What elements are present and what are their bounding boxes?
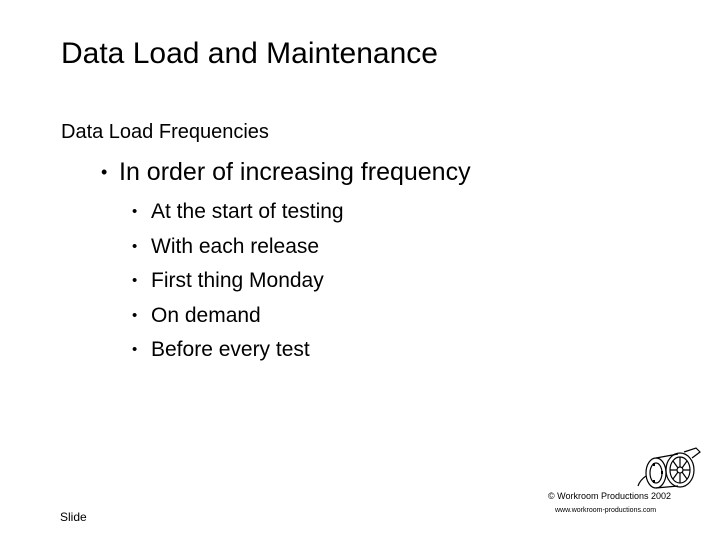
bullet-icon: • [132, 203, 138, 220]
copyright-text: © Workroom Productions 2002 [548, 491, 672, 501]
list-item-text: With each release [151, 234, 320, 258]
website-url: www.workroom-productions.com [555, 507, 657, 514]
list-item [132, 195, 344, 230]
main-bullet-text: In order of increasing frequency [119, 158, 471, 186]
list-item [132, 333, 344, 368]
list-item-text: On demand [151, 303, 261, 327]
list-item [132, 264, 344, 299]
film-reel-camera-icon [634, 446, 704, 492]
list-item-text: Before every test [151, 338, 310, 361]
slide-title: Data Load and Maintenance [61, 37, 438, 70]
slide-footer-label: Slide [60, 510, 87, 524]
list-item [132, 299, 344, 334]
slide-subtitle: Data Load Frequencies [61, 121, 269, 143]
list-item-text: First thing Monday [151, 269, 324, 292]
bullet-icon: • [132, 237, 138, 255]
list-item-text: At the start of testing [151, 200, 344, 223]
main-bullet [101, 156, 471, 188]
bullet-icon: • [132, 272, 138, 289]
sub-bullet-list [132, 195, 344, 368]
bullet-icon: • [132, 341, 138, 358]
list-item [132, 230, 344, 265]
bullet-icon: • [101, 162, 108, 182]
bullet-icon: • [132, 306, 138, 324]
